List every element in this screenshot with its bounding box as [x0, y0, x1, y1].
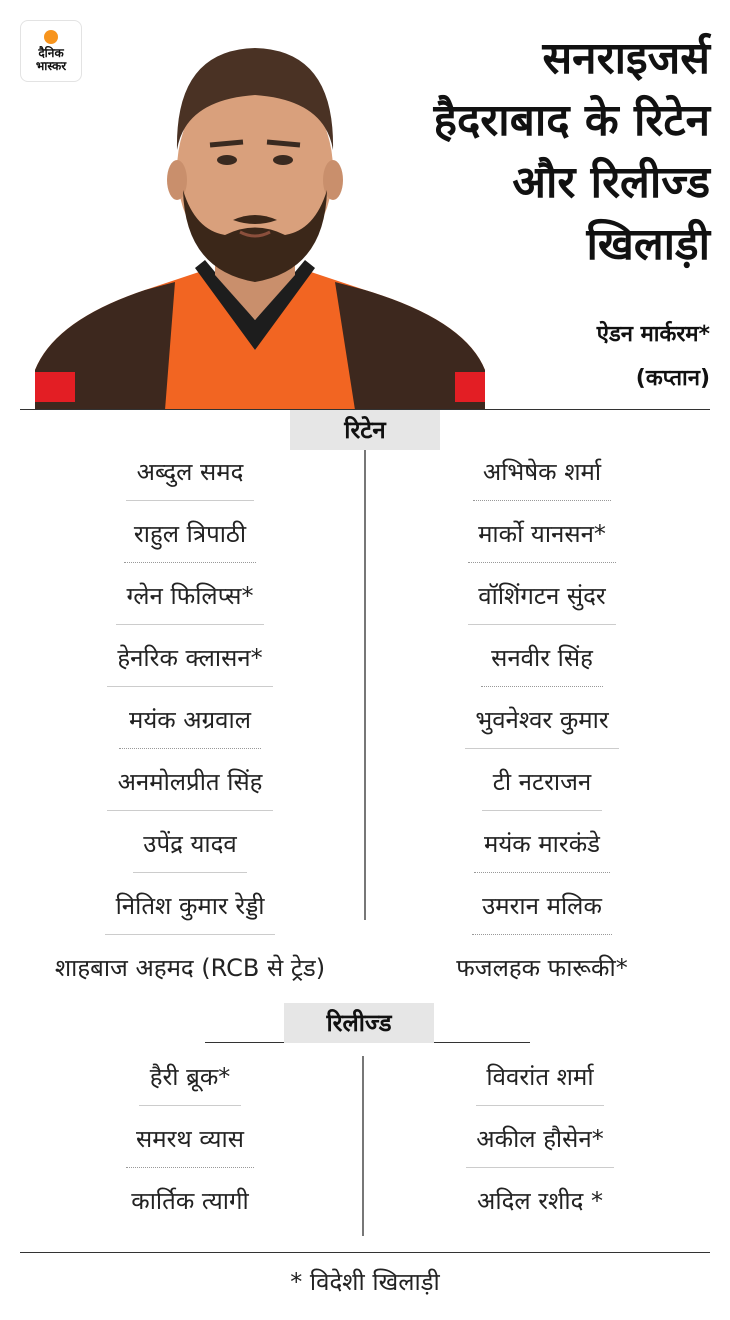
retained-player-right: भुवनेश्वर कुमार: [475, 706, 609, 734]
dotted-separator: [466, 748, 619, 749]
retained-column-divider: [364, 450, 366, 920]
dotted-separator: [468, 562, 616, 563]
released-section-label: रिलीज्ड: [284, 1003, 434, 1043]
title-line: हैदराबाद के रिटेन: [433, 95, 710, 146]
dotted-separator: [481, 686, 603, 687]
dotted-separator: [124, 562, 256, 563]
dotted-separator: [127, 500, 254, 501]
page-title: [370, 28, 710, 276]
retained-player-right: उमरान मलिक: [482, 892, 602, 920]
dotted-separator: [119, 748, 261, 749]
retained-player-left: अनमोलप्रीत सिंह: [117, 768, 263, 796]
released-player-left: कार्तिक त्यागी: [131, 1187, 249, 1215]
retained-player-right: वॉशिंगटन सुंदर: [478, 582, 606, 610]
retained-player-left: शाहबाज अहमद (RCB से ट्रेड): [54, 954, 326, 982]
dotted-separator: [108, 810, 273, 811]
captain-name: ऐडन मार्करम*: [596, 322, 710, 347]
footer-divider: [20, 1252, 710, 1253]
retained-player-left: राहुल त्रिपाठी: [133, 520, 247, 548]
retained-player-right: फजलहक फारूकी*: [456, 954, 628, 982]
released-player-left: हैरी ब्रूक*: [149, 1063, 231, 1091]
retained-player-left: ग्लेन फिलिप्स*: [126, 582, 254, 610]
retained-player-left: अब्दुल समद: [136, 458, 244, 486]
retained-player-left: मयंक अग्रवाल: [128, 706, 252, 734]
dotted-separator: [126, 1167, 254, 1168]
title-line: सनराइजर्स: [542, 33, 710, 84]
retained-section-label: रिटेन: [290, 410, 440, 450]
retained-player-right: टी नटराजन: [492, 768, 592, 796]
dotted-separator: [469, 624, 616, 625]
released-player-left: समरथ व्यास: [136, 1125, 244, 1153]
dotted-separator: [134, 872, 247, 873]
foreign-player-note: * विदेशी खिलाड़ी: [290, 1268, 440, 1296]
dotted-separator: [108, 686, 273, 687]
dotted-separator: [477, 1105, 604, 1106]
dotted-separator: [106, 934, 275, 935]
retained-player-left: हेनरिक क्लासन*: [117, 644, 263, 672]
dotted-separator: [483, 810, 602, 811]
dotted-separator: [117, 624, 264, 625]
released-player-right: अदिल रशीद *: [477, 1187, 603, 1215]
retained-player-left: नितिश कुमार रेड्डी: [115, 892, 265, 920]
released-player-right: अकील हौसेन*: [476, 1125, 604, 1153]
dotted-separator: [140, 1105, 241, 1106]
retained-player-left: उपेंद्र यादव: [143, 830, 237, 858]
captain-role: (कप्तान): [635, 366, 710, 391]
title-line: और रिलीज्ड: [512, 157, 710, 208]
title-line: खिलाड़ी: [586, 219, 710, 270]
logo-text-line1: दैनिक: [38, 45, 64, 60]
released-column-divider: [362, 1056, 364, 1236]
retained-player-right: अभिषेक शर्मा: [482, 458, 602, 486]
retained-player-right: मार्को यानसन*: [478, 520, 606, 548]
dotted-separator: [473, 500, 611, 501]
dotted-separator: [472, 934, 612, 935]
retained-player-right: मयंक मारकंडे: [484, 830, 600, 858]
released-player-right: विवरांत शर्मा: [486, 1063, 594, 1091]
dotted-separator: [474, 872, 610, 873]
retained-player-right: सनवीर सिंह: [491, 644, 593, 672]
dotted-separator: [467, 1167, 614, 1168]
logo-text-line2: भास्कर: [35, 58, 67, 73]
